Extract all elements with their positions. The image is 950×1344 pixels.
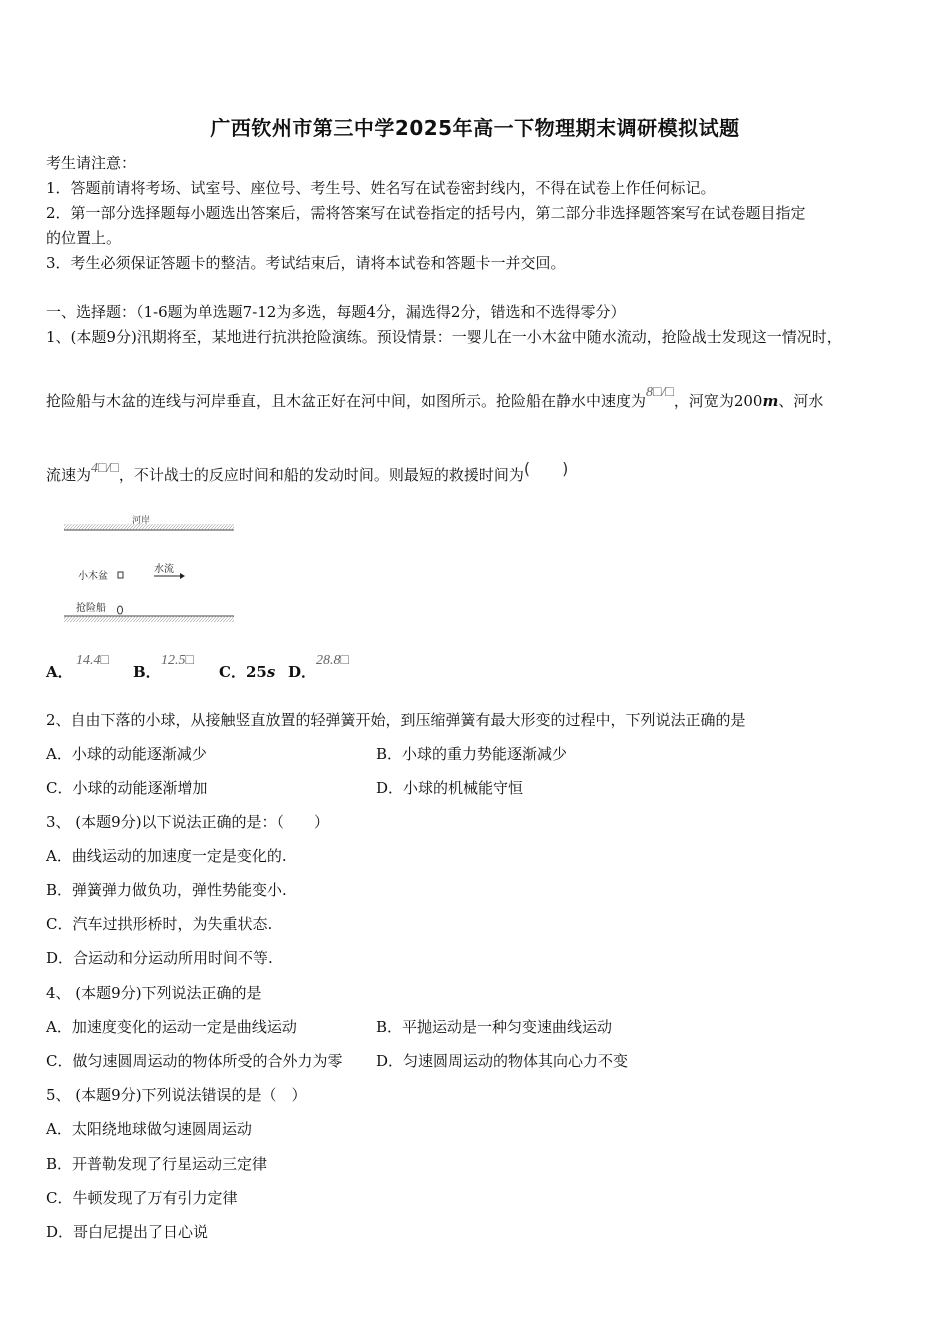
q4-option-b: B．平抛运动是一种匀变速曲线运动 (376, 1018, 613, 1036)
q1-answer-paren: ( ) (523, 459, 569, 478)
q3-option-c: C．汽车过拱形桥时，为失重状态. (46, 915, 273, 933)
boat-marker (118, 606, 123, 614)
q1-option-a-label: A． (46, 663, 73, 681)
q1-river-diagram (56, 510, 246, 630)
q1-line-2 (46, 385, 824, 413)
q1-line-3 (46, 459, 569, 487)
q3-stem: 3、 (本题9分)以下说法正确的是：（ ） (46, 813, 330, 831)
q1-option-b-label: B． (133, 663, 161, 681)
notice-item-3: 3．考生必须保证答题卡的整洁。考试结束后，请将本试卷和答题卡一并交回。 (46, 254, 566, 272)
q5-option-b: B．开普勒发现了行星运动三定律 (46, 1155, 268, 1173)
q5-option-a: A．太阳绕地球做匀速圆周运动 (46, 1120, 252, 1138)
q2-option-b: B．小球的重力势能逐渐减少 (376, 745, 568, 763)
q1-line3-text-a: 流速为 (46, 466, 92, 484)
bank-label: 河岸 (132, 516, 151, 526)
q5-option-c: C．牛顿发现了万有引力定律 (46, 1189, 238, 1207)
notice-item-2: 2．第一部分选择题每小题选出答案后，需将答案写在试卷指定的括号内，第二部分非选择题答案写在试卷题目指定 (46, 204, 806, 222)
q3-option-d: D．合运动和分运动所用时间不等. (46, 949, 273, 967)
q1-line3-text-b: ，不计战士的反应时间和船的发动时间。则最短的救援时间为 (118, 466, 524, 484)
q3-option-a: A．曲线运动的加速度一定是变化的. (46, 847, 287, 865)
notice-heading: 考生请注意： (46, 154, 137, 172)
q1-line-1: 1、(本题9分)汛期将至，某地进行抗洪抢险演练。预设情景：一婴儿在一小木盆中随水流动，抢险战士发现这一情况时， (46, 328, 842, 346)
page-title: 广西钦州市第三中学2025年高一下物理期末调研模拟试题 (210, 116, 740, 140)
q1-line2-text-b: ，河宽为200 (673, 392, 763, 410)
q1-line2-unit: m (762, 392, 779, 410)
q2-option-a: A．小球的动能逐渐减少 (46, 745, 207, 763)
lower-bank-hatch (64, 616, 234, 622)
q1-line2-text-c: 、河水 (778, 392, 824, 410)
q1-option-b-image: 12.5□ (161, 653, 194, 668)
q1-water-speed-image: 4□/□ (91, 461, 119, 476)
q4-option-d: D．匀速圆周运动的物体其向心力不变 (376, 1052, 629, 1070)
section-heading: 一、选择题：（1-6题为单选题7-12为多选，每题4分，漏选得2分，错选和不选得零分） (46, 303, 626, 321)
flow-arrow-head (180, 573, 185, 579)
q4-option-a: A．加速度变化的运动一定是曲线运动 (46, 1018, 297, 1036)
flow-label: 水流 (154, 564, 174, 575)
q1-option-c-label: C．25 (219, 663, 267, 681)
q2-stem: 2、自由下落的小球，从接触竖直放置的轻弹簧开始，到压缩弹簧有最大形变的过程中，下列说法正确的是 (46, 711, 746, 729)
q2-option-c: C．小球的动能逐渐增加 (46, 779, 208, 797)
tub-label: 小木盆 (78, 571, 108, 582)
q4-stem: 4、 (本题9分)下列说法正确的是 (46, 984, 262, 1002)
q1-boat-speed-image: 8□/□ (646, 385, 674, 400)
notice-item-1: 1．答题前请将考场、试室号、座位号、考生号、姓名写在试卷密封线内，不得在试卷上作任何标记。 (46, 179, 716, 197)
q5-option-d: D．哥白尼提出了日心说 (46, 1223, 209, 1241)
q2-option-d: D．小球的机械能守恒 (376, 779, 524, 797)
q4-option-c: C．做匀速圆周运动的物体所受的合外力为零 (46, 1052, 343, 1070)
q3-option-b: B．弹簧弹力做负功，弹性势能变小. (46, 881, 287, 899)
q1-option-d-label: D． (288, 663, 317, 681)
boat-label: 抢险船 (76, 603, 106, 614)
q5-stem: 5、 (本题9分)下列说法错误的是（ ） (46, 1086, 307, 1104)
q1-option-a-image: 14.4□ (76, 653, 109, 668)
tub-marker (118, 572, 123, 578)
notice-item-2-cont: 的位置上。 (46, 229, 122, 247)
q1-option-c-unit: s (266, 663, 276, 681)
q1-line2-text-a: 抢险船与木盆的连线与河岸垂直，且木盆正好在河中间，如图所示。抢险船在静水中速度为 (46, 392, 647, 410)
q1-option-d-image: 28.8□ (316, 653, 349, 668)
q1-option-c (219, 662, 275, 682)
